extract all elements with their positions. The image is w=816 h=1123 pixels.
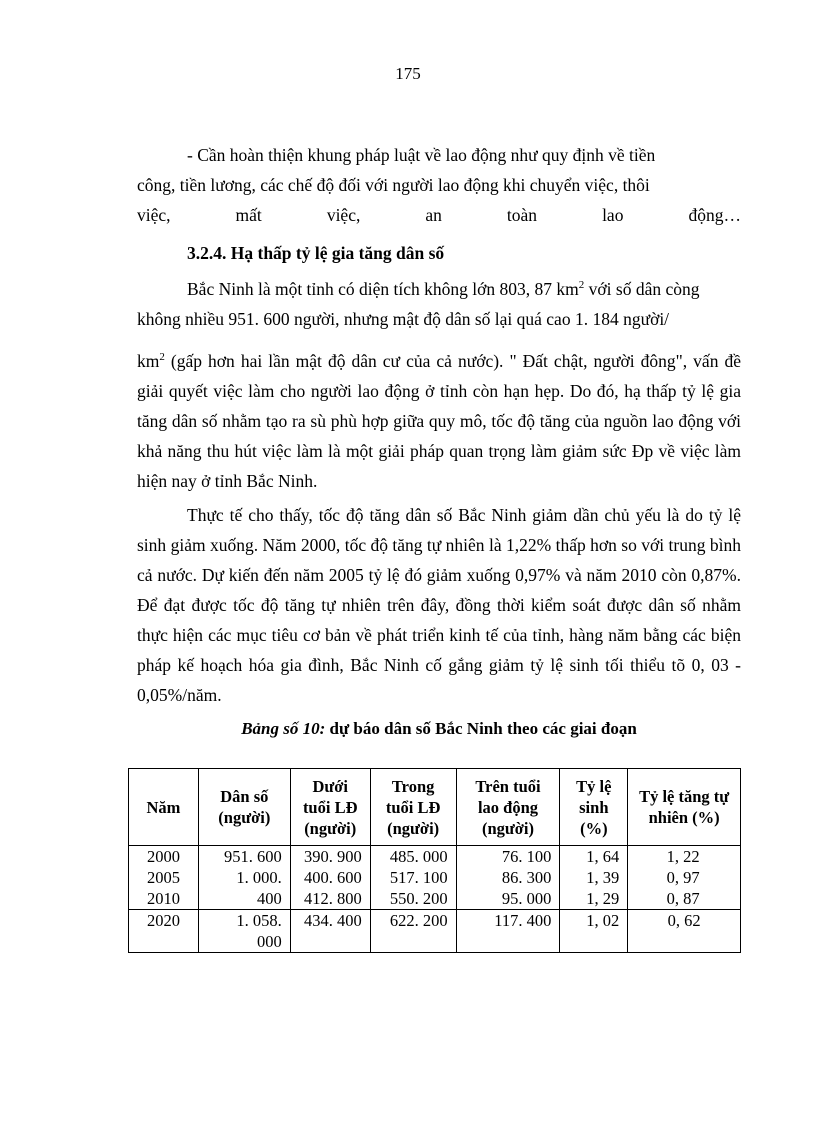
birth-rate-value: 1, 64 bbox=[586, 847, 620, 866]
working-age-value: 517. 100 bbox=[389, 868, 448, 887]
header-natural-growth: Tỷ lệ tăng tự nhiên (%) bbox=[628, 769, 741, 846]
over-age-value: 76. 100 bbox=[501, 847, 552, 866]
table-caption-label: Bảng số 10: bbox=[241, 719, 326, 738]
population-value: 400 bbox=[257, 889, 282, 908]
population-cell bbox=[198, 846, 290, 910]
bullet-line-2: công, tiền lương, các chế độ đối với người lao động khi chuyển việc, thôi bbox=[137, 175, 650, 195]
working-age-cell: 622. 200 bbox=[370, 910, 456, 953]
natural-growth-value: 0, 87 bbox=[666, 889, 700, 908]
header-working-age: Trong tuổi LĐ (người) bbox=[370, 769, 456, 846]
table-caption-text: dự báo dân số Bắc Ninh theo các giai đoạn bbox=[325, 719, 637, 738]
over-age-cell: 117. 400 bbox=[456, 910, 560, 953]
natural-growth-value: 1, 22 bbox=[666, 847, 700, 866]
header-under-age: Dưới tuổi LĐ (người) bbox=[290, 769, 370, 846]
population-forecast-table bbox=[128, 768, 741, 953]
natural-growth-cell: 0, 62 bbox=[628, 910, 741, 953]
birth-rate-value: 1, 39 bbox=[586, 868, 620, 887]
year-cell bbox=[129, 846, 199, 910]
paragraph-1a bbox=[137, 274, 741, 304]
population-value: 1. 000. bbox=[236, 868, 282, 887]
bullet-line-3 bbox=[137, 200, 741, 230]
under-age-cell: 434. 400 bbox=[290, 910, 370, 953]
header-over-age: Trên tuổi lao động (người) bbox=[456, 769, 560, 846]
header-population: Dân số (người) bbox=[198, 769, 290, 846]
birth-rate-cell bbox=[560, 846, 628, 910]
bullet-line-1: - Cần hoàn thiện khung pháp luật về lao động như quy định về tiền bbox=[187, 145, 656, 165]
under-age-value: 412. 800 bbox=[303, 889, 362, 908]
text: km bbox=[137, 351, 160, 371]
year: 2010 bbox=[146, 889, 180, 908]
working-age-value: 550. 200 bbox=[389, 889, 448, 908]
natural-growth-cell bbox=[628, 846, 741, 910]
table-caption bbox=[137, 714, 741, 744]
over-age-value: 95. 000 bbox=[501, 889, 552, 908]
table-row-2020 bbox=[129, 910, 741, 953]
under-age-cell bbox=[290, 846, 370, 910]
over-age-value: 86. 300 bbox=[501, 868, 552, 887]
birth-rate-value: 1, 29 bbox=[586, 889, 620, 908]
year-cell: 2020 bbox=[129, 910, 199, 953]
header-birth-rate: Tỷ lệ sinh (%) bbox=[560, 769, 628, 846]
word: việc, bbox=[326, 205, 361, 225]
population-value: 1. 058. bbox=[236, 911, 282, 930]
text: Bắc Ninh là một tỉnh có diện tích không lớn 803, 87 km bbox=[187, 279, 579, 299]
year: 2005 bbox=[146, 868, 180, 887]
table-header-row bbox=[129, 769, 741, 846]
word: mất bbox=[235, 205, 262, 225]
paragraph-2: Thực tế cho thấy, tốc độ tăng dân số Bắc Ninh giảm dần chủ yếu là do tỷ lệ sinh giảm xuống. Năm 2000, tốc độ tăng tự nhiên là 1,22% thấp hơn so với trung bình cả nước. Dự kiến đến năm 2005 tỷ lệ đó giảm xuống 0,97% và năm 2010 còn 0,87%. Để đạt được tốc độ tăng tự nhiên trên đây, đồng thời kiểm soát được dân số nhằm thực hiện các mục tiêu cơ bản về phát triển kinh tế của tỉnh, hàng năm bằng các biện pháp kế hoạch hóa gia đình, Bắc Ninh cố gắng giảm tỷ lệ sinh tối thiểu tõ 0, 03 - 0,05%/năm. bbox=[137, 505, 741, 705]
paragraph-1c bbox=[137, 346, 741, 496]
natural-growth-value: 0, 97 bbox=[666, 868, 700, 887]
over-age-cell bbox=[456, 846, 560, 910]
word: lao bbox=[602, 205, 624, 225]
population-value: 951. 600 bbox=[224, 847, 282, 866]
population-cell bbox=[198, 910, 290, 953]
paragraph-1b: không nhiều 951. 600 người, nhưng mật độ dân số lại quá cao 1. 184 người/ bbox=[137, 309, 670, 329]
section-heading: 3.2.4. Hạ thấp tỷ lệ gia tăng dân số bbox=[187, 243, 445, 263]
under-age-value: 390. 900 bbox=[303, 847, 362, 866]
working-age-value: 485. 000 bbox=[389, 847, 448, 866]
word: toàn bbox=[506, 205, 538, 225]
header-year: Năm bbox=[129, 769, 199, 846]
word: an bbox=[425, 205, 442, 225]
under-age-value: 400. 600 bbox=[303, 868, 362, 887]
birth-rate-cell: 1, 02 bbox=[560, 910, 628, 953]
word: động… bbox=[688, 205, 741, 225]
page-number: 175 bbox=[395, 64, 421, 83]
population-value: 000 bbox=[257, 932, 282, 951]
superscript: 2 bbox=[578, 279, 585, 292]
text: với số dân còng bbox=[584, 279, 700, 299]
working-age-cell bbox=[370, 846, 456, 910]
year: 2000 bbox=[146, 847, 180, 866]
table-row-group bbox=[129, 846, 741, 910]
word: việc, bbox=[137, 205, 171, 225]
document-body bbox=[137, 140, 741, 750]
superscript: 2 bbox=[159, 351, 165, 364]
text: (gấp hơn hai lần mật độ dân cư của cả nước). " Đất chật, người đông", vấn đề giải quyết việc làm cho người lao động ở tỉnh còn hạn hẹp. Do đó, hạ thấp tỷ lệ gia tăng dân số nhằm tạo ra sù phù hợp giữa quy mô, tốc độ tăng của nguồn lao động với khả năng thu hút việc làm là một giải pháp quan trọng làm giảm sức Ðp về việc làm hiện nay ở tỉnh Bắc Ninh. bbox=[137, 351, 741, 491]
